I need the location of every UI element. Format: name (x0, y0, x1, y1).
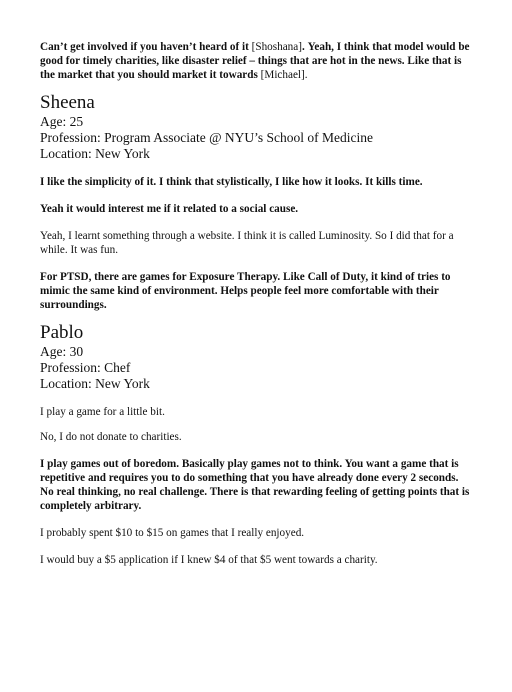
quote: For PTSD, there are games for Exposure Therapy. Like Call of Duty, it kind of tries to mimic the same kind of environment. Helps people feel more comfortable with their surroundings. (40, 271, 451, 311)
person-section-sheena (40, 92, 472, 312)
person-profession: Profession: Chef (40, 360, 131, 375)
speaker-tag-michael: [Michael] (260, 69, 305, 81)
person-location: Location: New York (40, 376, 150, 391)
quote: Yeah it would interest me if it related to a social cause. (40, 203, 299, 215)
person-section-pablo (40, 322, 472, 567)
intro-quote-1: Can’t get involved if you haven’t heard of it (40, 41, 249, 53)
quote: I play a game for a little bit. (40, 406, 165, 418)
person-name: Sheena (40, 92, 95, 113)
period: . (301, 41, 305, 53)
quote: No, I do not donate to charities. (40, 431, 182, 443)
speaker-tag-shoshana: [Shoshana] (251, 41, 302, 53)
period: . (304, 69, 308, 81)
person-location: Location: New York (40, 146, 150, 161)
quote: Yeah, I learnt something through a website. I think it is called Luminosity. So I did that for a while. It was fun. (40, 230, 454, 256)
quote: I would buy a $5 application if I knew $4 of that $5 went towards a charity. (40, 554, 378, 566)
document-content (40, 40, 472, 567)
person-profession: Profession: Program Associate @ NYU’s School of Medicine (40, 130, 374, 145)
intro-quote-2: Yeah, I think that model would be good for timely charities, like disaster relief – things that are hot in the news. Like that is the market that you should market it towards (40, 41, 470, 81)
person-name: Pablo (40, 322, 84, 343)
person-age: Age: 25 (40, 114, 84, 129)
quote: I like the simplicity of it. I think that stylistically, I like how it looks. It kills time. (40, 176, 423, 188)
quote: I play games out of boredom. Basically play games not to think. You want a game that is repetitive and requires you to do something that you have already done every 2 seconds. No real thinking, no real challenge. There is that rewarding feeling of getting points that is completely arbitrary. (40, 458, 470, 512)
quote: I probably spent $10 to $15 on games that I really enjoyed. (40, 527, 305, 539)
intro-paragraph (40, 40, 472, 82)
person-age: Age: 30 (40, 344, 84, 359)
